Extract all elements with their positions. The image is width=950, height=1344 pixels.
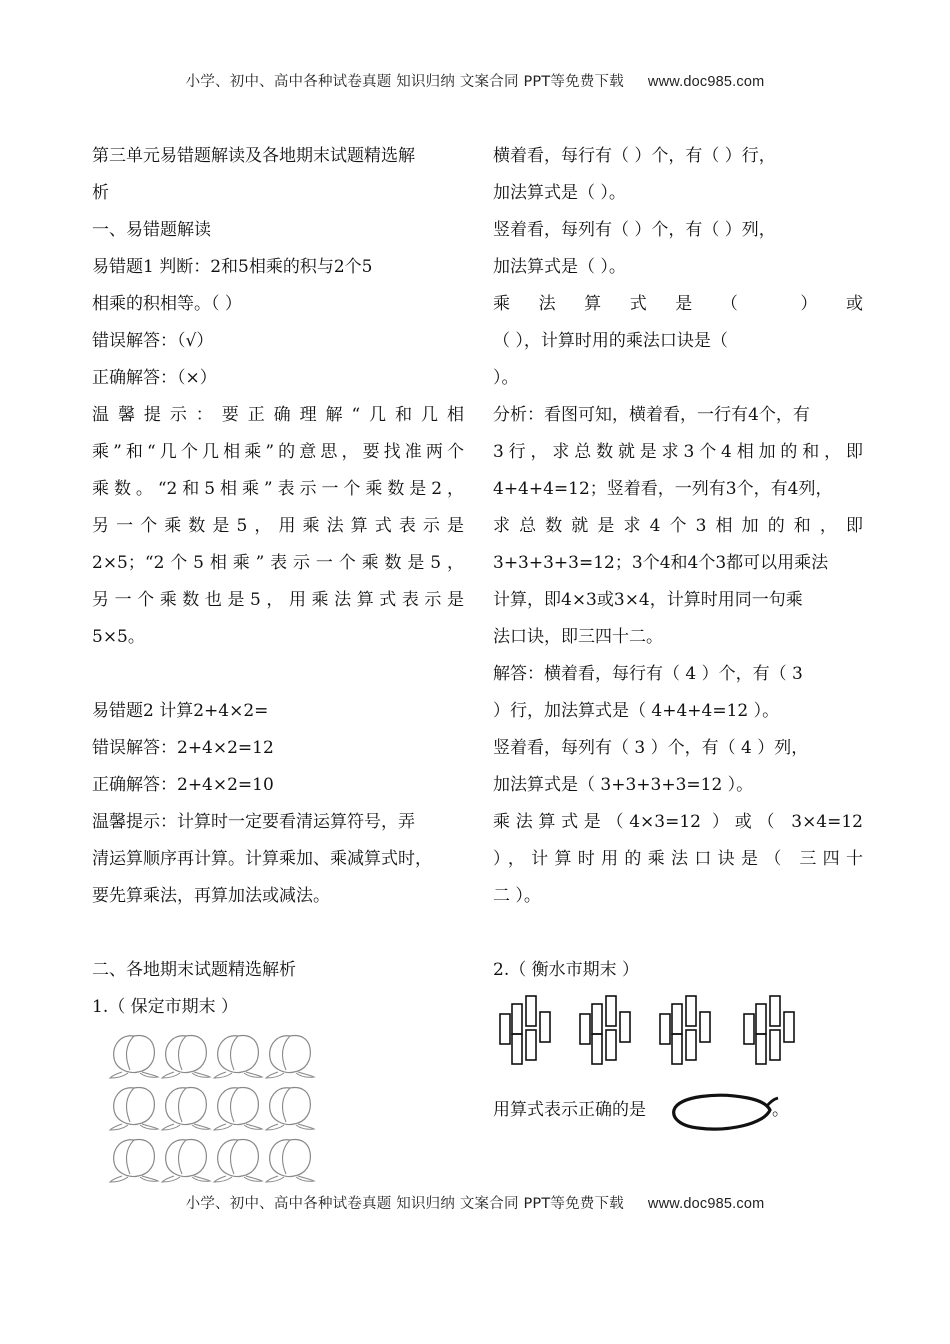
rectangle-shape xyxy=(770,996,780,1026)
analysis-line: 法口诀，即三四十二。 xyxy=(493,627,663,647)
rectangle-shape xyxy=(606,1030,616,1060)
rectangle-shape xyxy=(592,1034,602,1064)
peach-icon xyxy=(162,1036,210,1079)
problem-2-label: 2.（ 衡水市期末 ） xyxy=(493,960,640,980)
analysis-line: 3行，求总数就是求3个4相加的和，即 xyxy=(493,442,863,462)
problem-line: 乘法算式是（ ）或 xyxy=(493,294,863,314)
answer-line: ），计算时用的乘法口诀是（ 三四十 xyxy=(493,849,863,869)
q2-statement: 易错题2 计算2+4×2= xyxy=(92,701,269,721)
page-footer xyxy=(0,1192,950,1213)
q1-tip-line: 5×5。 xyxy=(92,627,145,647)
section-heading-2: 二、各地期末试题精选解析 xyxy=(92,960,296,980)
q2-correct-answer: 正确解答：2+4×2=10 xyxy=(92,775,274,795)
answer-line: 乘法算式是（4×3=12 ）或（ 3×4=12 xyxy=(493,812,863,832)
rectangle-shape xyxy=(770,1030,780,1060)
footer-url[interactable]: www.doc985.com xyxy=(647,1196,765,1212)
peach-icon xyxy=(214,1036,262,1079)
rectangle-group xyxy=(660,996,710,1064)
rectangle-shape xyxy=(660,1014,670,1044)
q1-wrong-answer: 错误解答：（√） xyxy=(92,331,214,351)
page-header xyxy=(0,70,950,91)
peach-icon xyxy=(162,1088,210,1131)
answer-line: 竖着看，每列有（ 3 ）个，有（ 4 ）列， xyxy=(493,738,809,758)
answer-line: 二 ）。 xyxy=(493,886,541,906)
analysis-line: 分析：看图可知，横着看，一行有4个，有 xyxy=(493,405,810,425)
rectangle-shape xyxy=(686,1030,696,1060)
rectangle-shape xyxy=(672,1004,682,1034)
peach-icon xyxy=(266,1088,314,1131)
rectangle-shape xyxy=(744,1014,754,1044)
q1-tip-line: 另一个乘数是5，用乘法算式表示是 xyxy=(92,516,464,536)
problem-line: 横着看，每行有（ ）个，有（ ）行， xyxy=(493,146,776,166)
peach-grid-illustration xyxy=(106,1024,326,1184)
rectangle-shape xyxy=(580,1014,590,1044)
peach-icon xyxy=(266,1140,314,1183)
analysis-line: 3+3+3+3=12；3个4和4个3都可以用乘法 xyxy=(493,553,829,573)
rectangle-shape xyxy=(540,1012,550,1042)
problem-line: 加法算式是（ ）。 xyxy=(493,183,626,203)
page-title-line-2: 析 xyxy=(92,183,109,203)
analysis-line: 计算，即4×3或3×4，计算时用同一句乘 xyxy=(493,590,803,610)
peach-icon xyxy=(110,1140,158,1183)
rectangle-shape xyxy=(784,1012,794,1042)
problem-line: ）。 xyxy=(493,368,519,388)
rectangle-shape xyxy=(756,1034,766,1064)
peach-icon xyxy=(110,1036,158,1079)
right-column xyxy=(493,138,863,989)
analysis-line: 求总数就是求4个3相加的和，即 xyxy=(493,516,863,536)
rectangle-shape xyxy=(526,996,536,1026)
rectangle-shape xyxy=(756,1004,766,1034)
rectangle-shape xyxy=(672,1034,682,1064)
expression-end: 。 xyxy=(772,1100,789,1120)
left-column xyxy=(92,138,464,1026)
section-heading-1: 一、易错题解读 xyxy=(92,220,211,240)
peach-icon xyxy=(110,1088,158,1131)
q2-tip-line: 要先算乘法，再算加法或减法。 xyxy=(92,886,330,906)
peach-icon xyxy=(266,1036,314,1079)
rectangle-group xyxy=(580,996,630,1064)
rectangle-shape xyxy=(526,1030,536,1060)
q1-tip-line: 乘数。“2和5相乘”表示一个乘数是2， xyxy=(92,479,464,499)
rectangle-group xyxy=(500,996,550,1064)
answer-line: 加法算式是（ 3+3+3+3=12 ）。 xyxy=(493,775,754,795)
analysis-line: 4+4+4=12；竖着看，一列有3个，有4列， xyxy=(493,479,833,499)
q1-tip-line: 乘”和“几个几相乘”的意思，要找准两个 xyxy=(92,442,464,462)
q2-wrong-answer: 错误解答：2+4×2=12 xyxy=(92,738,274,758)
peach-icon xyxy=(162,1140,210,1183)
expression-prompt: 用算式表示正确的是 xyxy=(493,1100,646,1120)
rectangle-groups-illustration xyxy=(496,994,796,1072)
header-text: 小学、初中、高中各种试卷真题 知识归纳 文案合同 PPT等免费下载 xyxy=(185,74,624,90)
rectangle-shape xyxy=(592,1004,602,1034)
rectangle-shape xyxy=(500,1014,510,1044)
peach-icon xyxy=(214,1088,262,1131)
problem-1-label: 1.（ 保定市期末 ） xyxy=(92,997,239,1017)
rectangle-shape xyxy=(620,1012,630,1042)
problem-line: （ ），计算时用的乘法口诀是（ xyxy=(493,331,728,351)
footer-text: 小学、初中、高中各种试卷真题 知识归纳 文案合同 PPT等免费下载 xyxy=(185,1196,624,1212)
rectangle-shape xyxy=(606,996,616,1026)
answer-line: 解答：横着看，每行有（ 4 ）个，有（ 3 xyxy=(493,664,803,684)
q1-correct-answer: 正确解答：（×） xyxy=(92,368,217,388)
answer-oval-blank xyxy=(668,1090,784,1136)
rectangle-shape xyxy=(700,1012,710,1042)
rectangle-shape xyxy=(512,1034,522,1064)
q1-tip-line: 另一个乘数也是5，用乘法算式表示是 xyxy=(92,590,464,610)
rectangle-group xyxy=(744,996,794,1064)
header-url[interactable]: www.doc985.com xyxy=(647,74,765,90)
problem-line: 竖着看，每列有（ ）个，有（ ）列， xyxy=(493,220,776,240)
problem-line: 加法算式是（ ）。 xyxy=(493,257,626,277)
answer-line: ）行，加法算式是（ 4+4+4=12 ）。 xyxy=(493,701,780,721)
rectangle-shape xyxy=(686,996,696,1026)
q1-statement-line-2: 相乘的积相等。（ ） xyxy=(92,294,242,314)
q1-tip-line: 2×5；“2个5相乘”表示一个乘数是5， xyxy=(92,553,464,573)
q1-tip-line: 温馨提示：要正确理解“几和几相 xyxy=(92,405,464,425)
page-title-line-1: 第三单元易错题解读及各地期末试题精选解 xyxy=(92,146,415,166)
rectangle-shape xyxy=(512,1004,522,1034)
peach-icon xyxy=(214,1140,262,1183)
q2-tip-line: 清运算顺序再计算。计算乘加、乘减算式时， xyxy=(92,849,432,869)
q2-tip-line: 温馨提示：计算时一定要看清运算符号，弄 xyxy=(92,812,415,832)
q1-statement-line-1: 易错题1 判断：2和5相乘的积与2个5 xyxy=(92,257,373,277)
